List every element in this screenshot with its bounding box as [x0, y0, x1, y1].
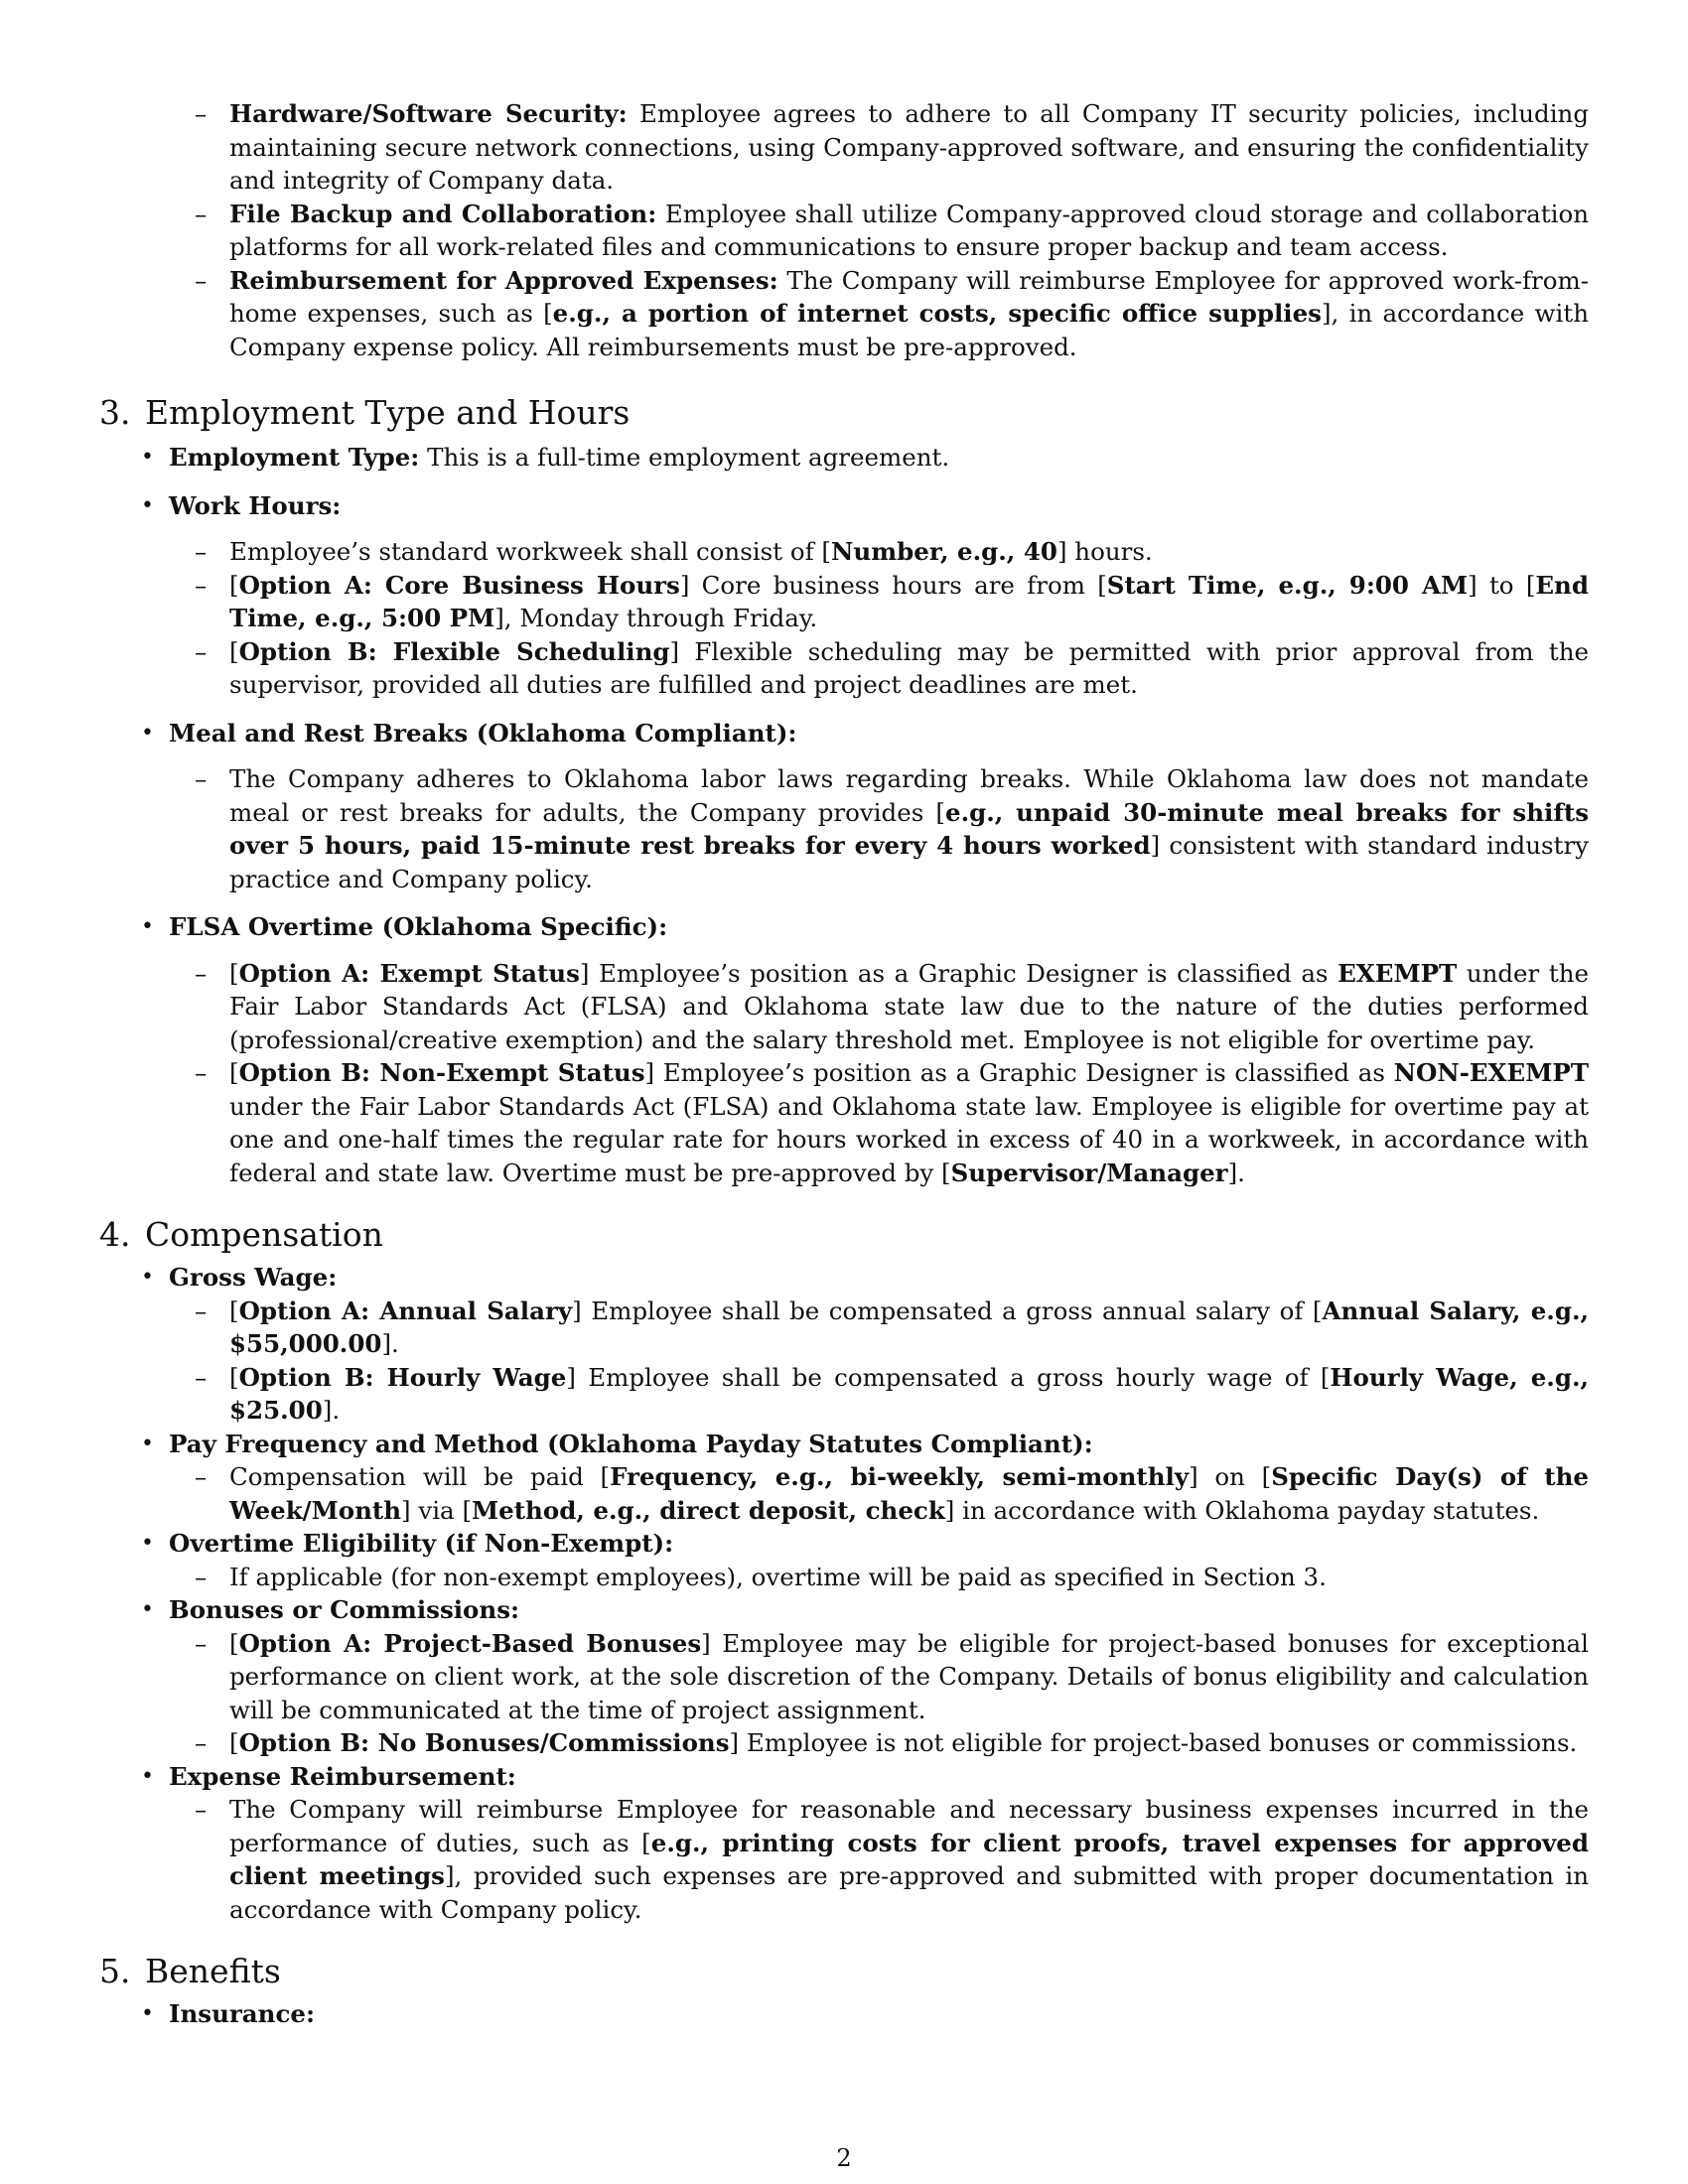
list-item: – [Option A: Exempt Status] Employee’s position as a Graphic Designer is classified as EXEMPT under the Fair Labor Standards Act (FLSA) and Oklahoma state law due to the nature of the duties performed (professional/creative exemption) and the salary threshold met. Employee is not eligible for overtime pay. — [229, 957, 1589, 1057]
list-item — [169, 441, 1589, 475]
list-item — [229, 1793, 1589, 1926]
item-label: • Work Hours: — [169, 490, 342, 520]
list-item: – [Option A: Core Business Hours] Core business hours are from [Start Time, e.g., 9:00 AM] to [End Time, e.g., 5:00 PM], Monday through Friday. — [229, 569, 1589, 635]
item-label: • Bonuses or Commissions: — [169, 1595, 520, 1624]
placeholder-text: Method, e.g., direct deposit, check — [472, 1495, 945, 1525]
section-4-list — [99, 1261, 1589, 1926]
list-item — [169, 1593, 1589, 1760]
item-text: ]. — [381, 1329, 399, 1358]
item-text: ]. — [322, 1396, 341, 1425]
list-item — [229, 264, 1589, 364]
item-text: The Company adheres to Oklahoma labor laws regarding breaks. While Oklahoma law does not mandate meal or rest breaks for adults, the Company provides [ — [229, 764, 1589, 827]
item-text: ] Employee shall be compensated a gross hourly wage of [ — [566, 1362, 1331, 1392]
list-item — [169, 1261, 1589, 1428]
item-label: • Expense Reimbursement: — [169, 1761, 516, 1791]
option-label: Option A: Annual Salary — [238, 1296, 573, 1325]
placeholder-text: End Time, e.g., 5:00 PM — [229, 570, 1589, 632]
section-number: 3. — [99, 393, 131, 432]
item-text: ] in accordance with Oklahoma payday statutes. — [944, 1495, 1540, 1525]
item-text: ], provided such expenses are pre-approved and submitted with proper documentation in accordance with Company policy. — [229, 1861, 1589, 1924]
item-text: This is a full-time employment agreement. — [427, 443, 950, 472]
placeholder-text: Start Time, e.g., 9:00 AM — [1106, 570, 1469, 600]
option-label: Option A: Project-Based Bonuses — [238, 1628, 702, 1658]
item-text: ] consistent with standard industry practice and Company policy. — [229, 831, 1589, 893]
item-label: File Backup and Collaboration: — [229, 199, 657, 228]
list-item — [229, 1561, 1589, 1594]
list-item — [229, 535, 1589, 569]
item-text: Employee’s standard workweek shall consist of [ — [229, 537, 831, 566]
section-title: Compensation — [145, 1215, 383, 1254]
work-hours-list — [169, 535, 1589, 702]
item-label: • Overtime Eligibility (if Non-Exempt): — [169, 1529, 674, 1558]
item-text: If applicable (for non-exempt employees), overtime will be paid as specified in Section 3. — [229, 1562, 1327, 1591]
item-text: ], Monday through Friday. — [494, 604, 818, 632]
item-text: ] Employee is not eligible for project-based bonuses or commissions. — [729, 1728, 1578, 1757]
item-label: • FLSA Overtime (Oklahoma Specific): — [169, 912, 668, 941]
item-text: ]. — [1227, 1158, 1245, 1187]
item-label: • Gross Wage: — [169, 1263, 338, 1292]
item-label: • Meal and Rest Breaks (Oklahoma Compliant): — [169, 718, 797, 748]
placeholder-text: Supervisor/Manager — [950, 1158, 1228, 1187]
item-label: Reimbursement for Approved Expenses: — [229, 265, 778, 295]
list-item: – [Option B: Flexible Scheduling] Flexible scheduling may be permitted with prior approval from the supervisor, provided all duties are fulfilled and project deadlines are met. — [229, 635, 1589, 702]
list-item — [229, 762, 1589, 895]
item-text: under the Fair Labor Standards Act (FLSA) and Oklahoma state law due to the nature of the duties performed (professional/creative exemption) and the salary threshold met. Employee is not eligible for overtime pay. — [229, 958, 1589, 1054]
list-item — [229, 198, 1589, 264]
section-heading-5 — [99, 1952, 1589, 1991]
placeholder-text: Annual Salary, e.g., $55,000.00 — [229, 1296, 1590, 1358]
option-label: Option B: Hourly Wage — [238, 1362, 567, 1392]
item-text: ] Core business hours are from [ — [679, 570, 1107, 600]
item-text: ] to [ — [1468, 570, 1536, 600]
option-label: Option B: Non-Exempt Status — [238, 1058, 645, 1087]
list-item — [169, 489, 1589, 702]
item-text: The Company will reimburse Employee for reasonable and necessary business expenses incurred in the performance of duties, such as [ — [229, 1795, 1589, 1857]
item-text: ] Flexible scheduling may be permitted with prior approval from the supervisor, provided all duties are fulfilled and project deadlines are met. — [229, 636, 1589, 699]
item-text: ] Employee’s position as a Graphic Designer is classified as — [579, 958, 1338, 988]
item-text: Compensation will be paid [ — [229, 1462, 611, 1491]
item-label: Employment Type: — [169, 443, 420, 472]
item-text: ] Employee’s position as a Graphic Designer is classified as — [644, 1058, 1394, 1087]
placeholder-text: Hourly Wage, e.g., $25.00 — [229, 1362, 1590, 1425]
pay-frequency-list — [169, 1460, 1589, 1527]
list-item — [229, 97, 1589, 198]
section-heading-4 — [99, 1215, 1589, 1255]
item-text: ], in accordance with Company expense policy. All reimbursements must be pre-approved. — [229, 299, 1589, 361]
placeholder-text: Number, e.g., 40 — [830, 537, 1057, 566]
option-label: Option A: Exempt Status — [238, 958, 580, 988]
item-text: Employee shall utilize Company-approved cloud storage and collaboration platforms for all work-related files and communications to ensure proper backup and team access. — [229, 199, 1589, 261]
section-title: Benefits — [145, 1952, 281, 1990]
list-item: – [Option B: Hourly Wage] Employee shall be compensated a gross hourly wage of [Hourly Wage, e.g., $25.00]. — [229, 1361, 1589, 1428]
list-item: – [Option B: No Bonuses/Commissions] Employee is not eligible for project-based bonuses or commissions. — [229, 1726, 1589, 1760]
placeholder-text: e.g., printing costs for client proofs, travel expenses for approved client meetings — [229, 1828, 1589, 1890]
section-number: 5. — [99, 1952, 131, 1990]
status-text: EXEMPT — [1337, 958, 1458, 988]
option-label: Option B: Flexible Scheduling — [238, 636, 670, 666]
placeholder-text: e.g., unpaid 30-minute meal breaks for shifts over 5 hours, paid 15-minute rest breaks for every 4 hours worked — [229, 797, 1589, 860]
meal-breaks-list — [169, 762, 1589, 895]
item-text: ] via [ — [401, 1495, 473, 1525]
section-title: Employment Type and Hours — [145, 393, 631, 432]
list-item: – [Option A: Project-Based Bonuses] Employee may be eligible for project-based bonuses for exceptional performance on client work, at the sole discretion of the Company. Details of bonus eligibility and calculation will be communicated at the time of project assignment. — [229, 1627, 1589, 1727]
section-5-list — [99, 1997, 1589, 2031]
placeholder-text: e.g., a portion of internet costs, specific office supplies — [552, 299, 1322, 328]
item-text: under the Fair Labor Standards Act (FLSA) and Oklahoma state law. Employee is eligible for overtime pay at one and one-half times the regular rate for hours worked in excess of 40 in a workweek, in accordance with federal and state law. Overtime must be pre-approved by [ — [229, 1091, 1589, 1187]
item-text: ] Employee shall be compensated a gross annual salary of [ — [572, 1296, 1323, 1325]
gross-wage-list — [169, 1295, 1589, 1428]
overtime-list — [169, 1561, 1589, 1594]
item-label: Hardware/Software Security: — [229, 99, 628, 128]
item-text: Employee agrees to adhere to all Company IT security policies, including maintaining secure network connections, using Company-approved software, and ensuring the confidentiality and integrity of Company data. — [229, 99, 1590, 195]
section-3-list — [99, 441, 1589, 1189]
status-text: NON-EXEMPT — [1393, 1058, 1589, 1087]
list-item — [169, 1527, 1589, 1593]
option-label: Option A: Core Business Hours — [238, 570, 680, 600]
item-text: ] hours. — [1056, 537, 1153, 566]
flsa-list — [169, 957, 1589, 1190]
page-number: 2 — [836, 2144, 852, 2172]
item-text: The Company will reimburse Employee for approved work-from-home expenses, such as [ — [229, 265, 1590, 328]
list-item: – [Option B: Non-Exempt Status] Employee’s position as a Graphic Designer is classified as NON-EXEMPT under the Fair Labor Standards Act (FLSA) and Oklahoma state law. Employee is eligible for overtime pay at one and one-half times the regular rate for hours worked in excess of 40 in a workweek, in accordance with federal and state law. Overtime must be pre-approved by [Supervisor/Manager]. — [229, 1056, 1589, 1189]
list-item — [169, 910, 1589, 1189]
item-text: ] Employee may be eligible for project-based bonuses for exceptional performance on client work, at the sole discretion of the Company. Details of bonus eligibility and calculation will be communicated at the time of project assignment. — [229, 1628, 1589, 1724]
item-label: • Pay Frequency and Method (Oklahoma Payday Statutes Compliant): — [169, 1429, 1093, 1458]
expense-list — [169, 1793, 1589, 1926]
placeholder-text: Frequency, e.g., bi-weekly, semi-monthly — [610, 1462, 1190, 1491]
placeholder-text: Specific Day(s) of the Week/Month — [229, 1462, 1589, 1525]
list-item: – [Option A: Annual Salary] Employee shall be compensated a gross annual salary of [Annual Salary, e.g., $55,000.00]. — [229, 1295, 1589, 1361]
section-number: 4. — [99, 1215, 131, 1254]
list-item — [169, 1997, 1589, 2031]
section-heading-3 — [99, 393, 1589, 433]
list-item — [169, 1760, 1589, 1927]
list-item — [169, 717, 1589, 896]
option-label: Option B: No Bonuses/Commissions — [238, 1728, 730, 1757]
list-item — [169, 1428, 1589, 1528]
item-text: ] on [ — [1189, 1462, 1272, 1491]
list-item — [229, 1460, 1589, 1527]
item-label: Insurance: — [169, 1999, 316, 2028]
document-content — [99, 97, 1589, 2031]
section-2-continued-list — [99, 97, 1589, 363]
bonus-list — [169, 1627, 1589, 1760]
